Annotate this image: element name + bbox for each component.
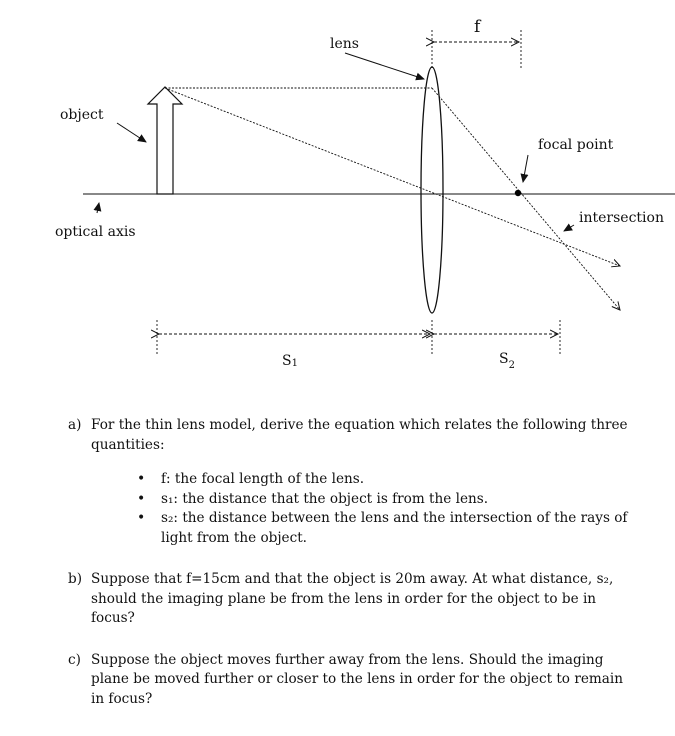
focal-point-dot (515, 190, 521, 196)
refracted-ray (432, 88, 620, 310)
question-c-text: Suppose the object moves further away from the lens. Should the imaging plane be moved further or closer to the lens in order for the object to remain in focus? (91, 651, 623, 707)
question-a-text: For the thin lens model, derive the equation which relates the following three quantities: (91, 417, 628, 453)
list-item: • f: the focal length of the lens. (137, 470, 628, 490)
bullet-icon: • (137, 510, 146, 526)
central-ray (165, 88, 620, 266)
optical-axis-label: optical axis (55, 224, 136, 240)
object-pointer (117, 123, 146, 142)
question-b (68, 570, 628, 629)
s2-label: $S_2$ (499, 351, 515, 371)
focal-point-pointer (523, 155, 528, 182)
bullet-icon: • (137, 490, 146, 507)
questions (68, 416, 628, 709)
lens (421, 67, 443, 313)
list-item: • s₁: the distance that the object is from the lens. (137, 490, 628, 510)
question-c-letter: c) (68, 651, 81, 668)
question-a-letter: a) (68, 417, 82, 433)
object-arrow (148, 87, 182, 194)
s1-label: S1 (282, 353, 298, 369)
f-label: f (474, 17, 481, 37)
lens-label: lens (330, 36, 359, 52)
question-b-letter: b) (68, 571, 83, 587)
optical-axis-pointer (97, 203, 99, 213)
object-label: object (60, 107, 104, 123)
bullet-icon: • (137, 471, 146, 487)
focal-point-label: focal point (538, 137, 614, 153)
question-c (68, 651, 628, 710)
definitions-list (137, 470, 628, 548)
question-a (68, 416, 628, 548)
intersection-label: intersection (579, 210, 664, 226)
question-b-text: Suppose that f=15cm and that the object is 20m away. At what distance, s₂, should the imaging plane be from the lens in order for the object to be in focus? (91, 571, 614, 626)
list-item: • s₂: the distance between the lens and the intersection of the rays of light from the object. (137, 509, 628, 548)
lens-pointer (345, 53, 424, 79)
intersection-pointer (564, 225, 574, 231)
